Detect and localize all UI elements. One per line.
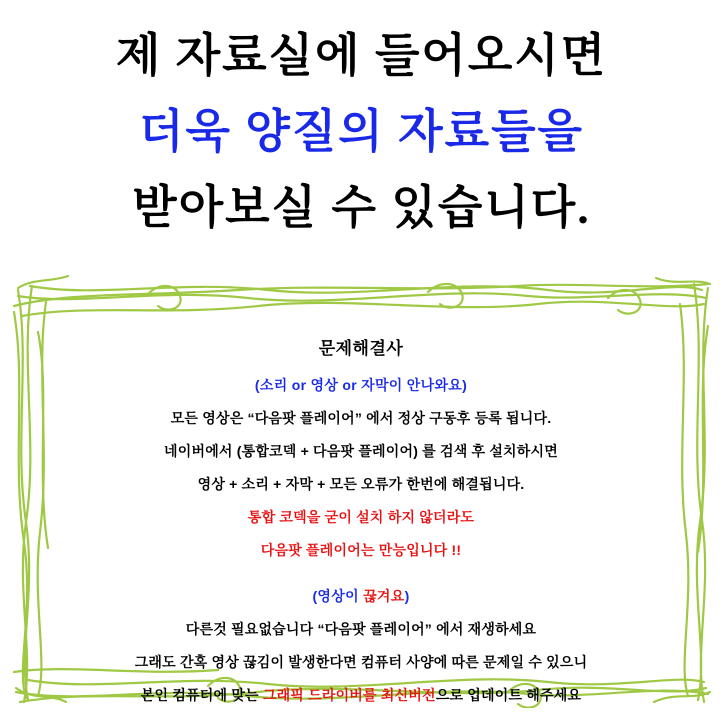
section1-line-1: 모든 영상은 “다음팟 플레이어” 에서 정상 구동후 등록 됩니다. <box>170 410 552 426</box>
headline-block <box>0 18 723 246</box>
section1-line-3: 영상 + 소리 + 자막 + 모든 오류가 한번에 해결됩니다. <box>197 476 525 492</box>
section2-line-1: 다른것 필요없습니다 “다음팟 플레이어” 에서 재생하세요 <box>185 621 537 637</box>
section2-line-2: 그래도 간혹 영상 끊김이 발생한다면 컴퓨터 사양에 따른 문제일 수 있으니 <box>134 654 588 670</box>
section1-line-2: 네이버에서 (통합코덱 + 다음팟 플레이어) 를 검색 후 설치하시면 <box>164 443 558 459</box>
section2-subtitle-suffix: ) <box>404 588 410 604</box>
section2-subtitle <box>8 586 714 606</box>
headline-line-3: 받아보실 수 있습니다. <box>132 182 591 233</box>
section2-last-red1: 그래픽 드라이버를 <box>262 687 381 703</box>
sketch-frame-container <box>8 272 714 708</box>
section-divider-space <box>8 560 714 586</box>
section2-last-suffix: 업데이트 해주세요 <box>467 687 582 703</box>
headline-line-1: 제 자료실에 들어오시면 <box>115 30 608 81</box>
section2-last-prefix: 본인 컴퓨터에 맞는 <box>140 687 263 703</box>
headline-line-2: 더욱 양질의 자료들을 <box>139 106 584 157</box>
section2-last-mid: 으로 <box>435 687 468 703</box>
section2-last-red2: 최신버전 <box>380 687 436 703</box>
section1-line-4: 통합 코덱을 굳이 설치 하지 않더라도 <box>247 509 475 525</box>
notice-title: 문제해결사 <box>318 339 404 358</box>
section2-line-3 <box>8 685 714 705</box>
section2-subtitle-highlight: 끊겨요 <box>363 588 405 604</box>
section1-subtitle: (소리 or 영상 or 자막이 안나와요) <box>254 377 468 393</box>
section2-subtitle-prefix: (영상이 <box>312 588 364 604</box>
section1-line-5: 다음팟 플레이어는 만능입니다 !! <box>260 542 462 558</box>
notice-content <box>8 272 714 708</box>
